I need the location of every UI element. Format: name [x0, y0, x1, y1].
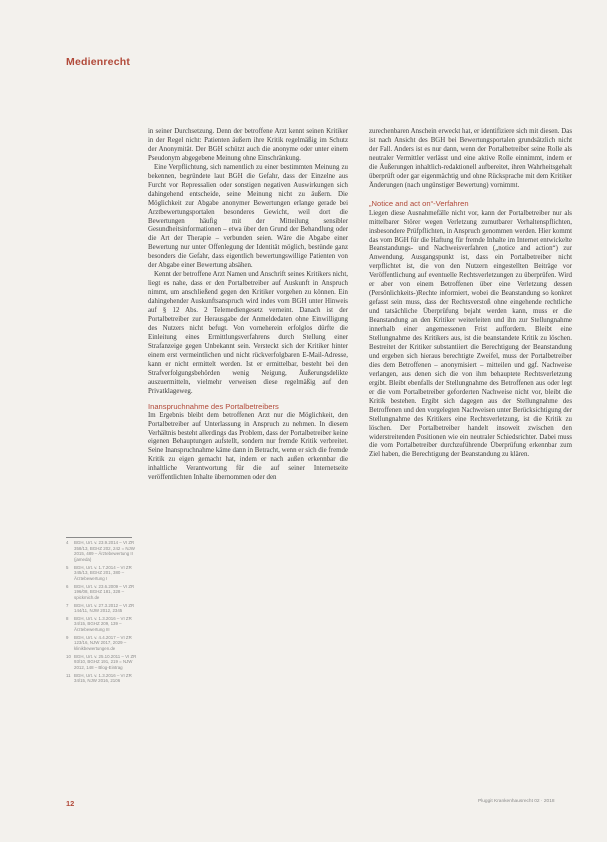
footnote-number: 9	[66, 634, 69, 640]
footnote	[66, 603, 138, 614]
left-column	[148, 128, 348, 483]
footnote-text: BGH, Urt. v. 1.7.2014 – VI ZR 345/13, BGHZ 201, 380 – Ärztebewertung I	[74, 564, 132, 581]
footnote	[66, 584, 138, 601]
footnote	[66, 654, 138, 671]
footnote-number: 11	[66, 672, 71, 678]
section-title: Medienrecht	[66, 56, 131, 68]
footnote-number: 4	[66, 540, 69, 545]
footnote	[66, 673, 138, 684]
left-paragraph-3: Kennt der betroffene Arzt Namen und Anschrift seines Kritikers nicht, liegt es nahe, dass er den Portalbetreiber auf Auskunft in Anspruch nimmt, um anschließend gegen den Kritiker vorgehen zu können. Ein dahingehender Auskunftsanspruch wird indes vom BGH unter Hinweis auf § 12 Abs. 2 Telemediengesetz verneint. Danach ist der Portalbetreiber zur Herausgabe der Anmeldedaten ohne Einwilligung des Nutzers nicht befugt. Von vorneherein erfolglos dürfte die Einleitung eines Ermittlungsverfahrens durch Stellung einer Strafanzeige gegen Unbekannt sein. Versteckt sich der Kritiker hinter einem erst vermeintlichen und nicht rückverfolgbaren E-Mail-Adresse, kann er nicht ermittelt werden. Ist er ermittelbar, besteht bei den Strafverfolgungsbehörden wenig Neigung, Äußerungsdelikte auszuermitteln, vielmehr verweisen diese regelmäßig auf den Privatklageweg.	[148, 271, 348, 395]
footnote-number: 10	[66, 653, 71, 659]
footnote-text: BGH, Urt. v. 1.3.2016 – VI ZR 34/15, NJW 2016, 2106	[74, 672, 132, 684]
left-subheading: Inanspruchnahme des Portalbetreibers	[148, 401, 279, 411]
footnote-divider	[66, 537, 132, 538]
right-paragraph-1: zurechenbaren Anschein erweckt hat, er identifiziere sich mit diesen. Das ist nach Ansicht des BGH bei Bewertungsportalen grundsätzlich nicht der Fall. Anders ist es nur dann, wenn der Portalbetreiber seine Rolle als neutraler Vermittler verlässt und eine aktive Rolle einnimmt, indem er die Äußerungen inhaltlich-redaktionell aufbereitet, ihren Wahrheitsgehalt überprüft oder gar eigenmächtig und ohne Rücksprache mit dem Kritiker Änderungen (nach ungünstiger Bewertung) vornimmt.	[369, 128, 572, 189]
footnote-number: 5	[66, 564, 69, 570]
footnote-number: 7	[66, 602, 69, 608]
footnote-text: BGH, Urt. v. 23.9.2014 – VI ZR 358/13, BGHZ 202, 242 = NJW 2015, 489 – Ärztebewertung II (jameda)	[74, 540, 135, 562]
right-column	[369, 128, 572, 460]
right-paragraph-2: Liegen diese Ausnahmefälle nicht vor, kann der Portalbetreiber nur als mittelbarer Störer wegen Verletzung zumutbarer Verhaltenspflichten, insbesondere Prüfpflichten, in Anspruch genommen werden. Hier kommt das vom BGH für die Haftung für fremde Inhalte im Internet entwickelte Beanstandungs- und Nachweisverfahren („notice and action“) zur Anwendung. Ausgangspunkt ist, dass ein Portalbetreiber nicht verpflichtet ist, die von den Nutzern eingestellten Beiträge vor Veröffentlichung auf eventuelle Rechtsverletzungen zu überprüfen. Wird er aber von einem Betroffenen über eine Verletzung dessen (Persönlichkeits-)Rechte informiert, wobei die Beanstandung so konkret gefasst sein muss, dass der Rechtsverstoß ohne eingehende rechtliche und tatsächliche Überprüfung bejaht werden kann, muss er die Beanstandung an den Kritiker weiterleiten und ihn zur Stellungnahme innerhalb einer angemessenen Frist auffordern. Bleibt eine Stellungnahme des Kritikers aus, ist die beanstandete Kritik zu löschen. Bestreitet der Kritiker substantiiert die Berechtigung der Beanstandung und ergeben sich hieraus berechtigte Zweifel, muss der Portalbetreiber dies dem Betroffenen – anonymisiert – mitteilen und ggf. Nachweise verlangen, aus denen sich die von ihm behauptete Rechtsverletzung ergibt. Bleibt ebenfalls der Stellungnahme des Betroffenen aus oder legt er die vom Portalbetreiber geforderten Nachweise nicht vor, bleibt die Kritik bestehen. Ergibt sich dagegen aus der Stellungnahme des Betroffenen und den vorgelegten Nachweisen unter Berücksichtigung der Stellungnahme des Kritikers eine Rechtsverletzung, ist die Kritik zu löschen. Der Portalbetreiber handelt insoweit zwischen den widerstreitenden Positionen wie ein neutraler Schiedsrichter. Dabei muss die vom Portalbetreiber durchzuführende Überprüfung erkennbar zum Ziel haben, die Berechtigung der Beanstandung zu klären.	[369, 209, 572, 459]
footnote-text: BGH, Urt. v. 27.3.2012 – VI ZR 144/11, NJW 2012, 2345	[74, 602, 135, 614]
footnote-number: 6	[66, 583, 69, 589]
footnote-text: BGH, Urt. v. 4.4.2017 – VI ZR 123/16, NJW 2017, 2029 – klinikbewertungen.de	[74, 634, 132, 652]
footnote-number: 8	[66, 615, 69, 621]
footnote	[66, 635, 138, 652]
left-paragraph-4: Im Ergebnis bleibt dem betroffenen Arzt nur die Möglichkeit, den Portalbetreiber auf Unterlassung in Anspruch zu nehmen. In diesem Verhältnis besteht allerdings das Problem, dass der Portalbetreiber keine eigenen Behauptungen aufstellt, sondern nur fremde Kritik verbreitet. Seine Inanspruchnahme käme dann in Betracht, wenn er sich die fremde Kritik zu eigen gemacht hat, indem er nach außen erkennbar die inhaltliche Verantwortung für die auf seiner Internetseite veröffentlichten Inhalte übernommen oder den	[148, 411, 348, 482]
footnote	[66, 616, 138, 633]
footnote-text: BGH, Urt. v. 23.6.2009 – VI ZR 196/08, BGHZ 181, 328 – spickmich.de	[74, 583, 135, 600]
footnote	[66, 565, 138, 582]
left-paragraph-1: in seiner Durchsetzung. Denn der betroffene Arzt kennt seinen Kritiker in der Regel nicht: Patienten äußern ihre Kritik regelmäßig im Schutz der Anonymität. Der BGH schützt auch die anonyme oder unter einem Pseudonym abgegebene Meinung ohne Einschränkung.	[148, 128, 348, 162]
journal-reference: Pluggit Krankenhausrecht 02 · 2018	[478, 799, 555, 804]
footnote-text: BGH, Urt. v. 1.3.2016 – VI ZR 34/15, BGHZ 209, 139 – Ärztebewertung III	[74, 615, 132, 633]
left-paragraph-2: Eine Verpflichtung, sich namentlich zu einer bestimmten Meinung zu bekennen, begründete laut BGH die Gefahr, dass der Einzelne aus Furcht vor Repressalien oder sonstigen negativen Auswirkungen sich dahingehend entscheide, seine Meinung nicht zu äußern. Die Möglichkeit zur Abgabe anonymer Bewertungen erlange gerade bei Arztbewertungsportalen besonderes Gewicht, weil dort die Bewertungen häufig mit der Mitteilung sensibler Gesundheitsinformationen – etwa über den Grund der Behandlung oder die Art der Therapie – verbunden seien. Wäre die Abgabe einer Bewertung nur unter Offenlegung der Identität möglich, bestünde ganz besonders die Gefahr, dass eigentlich bewertungswillige Patienten von der Abgabe einer Bewertung absähen.	[148, 163, 348, 270]
page-number: 12	[66, 799, 75, 808]
footnotes	[66, 540, 138, 686]
footnote-text: BGH, Urt. v. 25.10.2011 – VI ZR 93/10, BGHZ 191, 219 = NJW 2012, 148 – Blog-Eintrag	[74, 653, 137, 670]
right-subheading: „Notice and act on“-Verfahren	[369, 198, 469, 208]
footnote	[66, 540, 138, 562]
